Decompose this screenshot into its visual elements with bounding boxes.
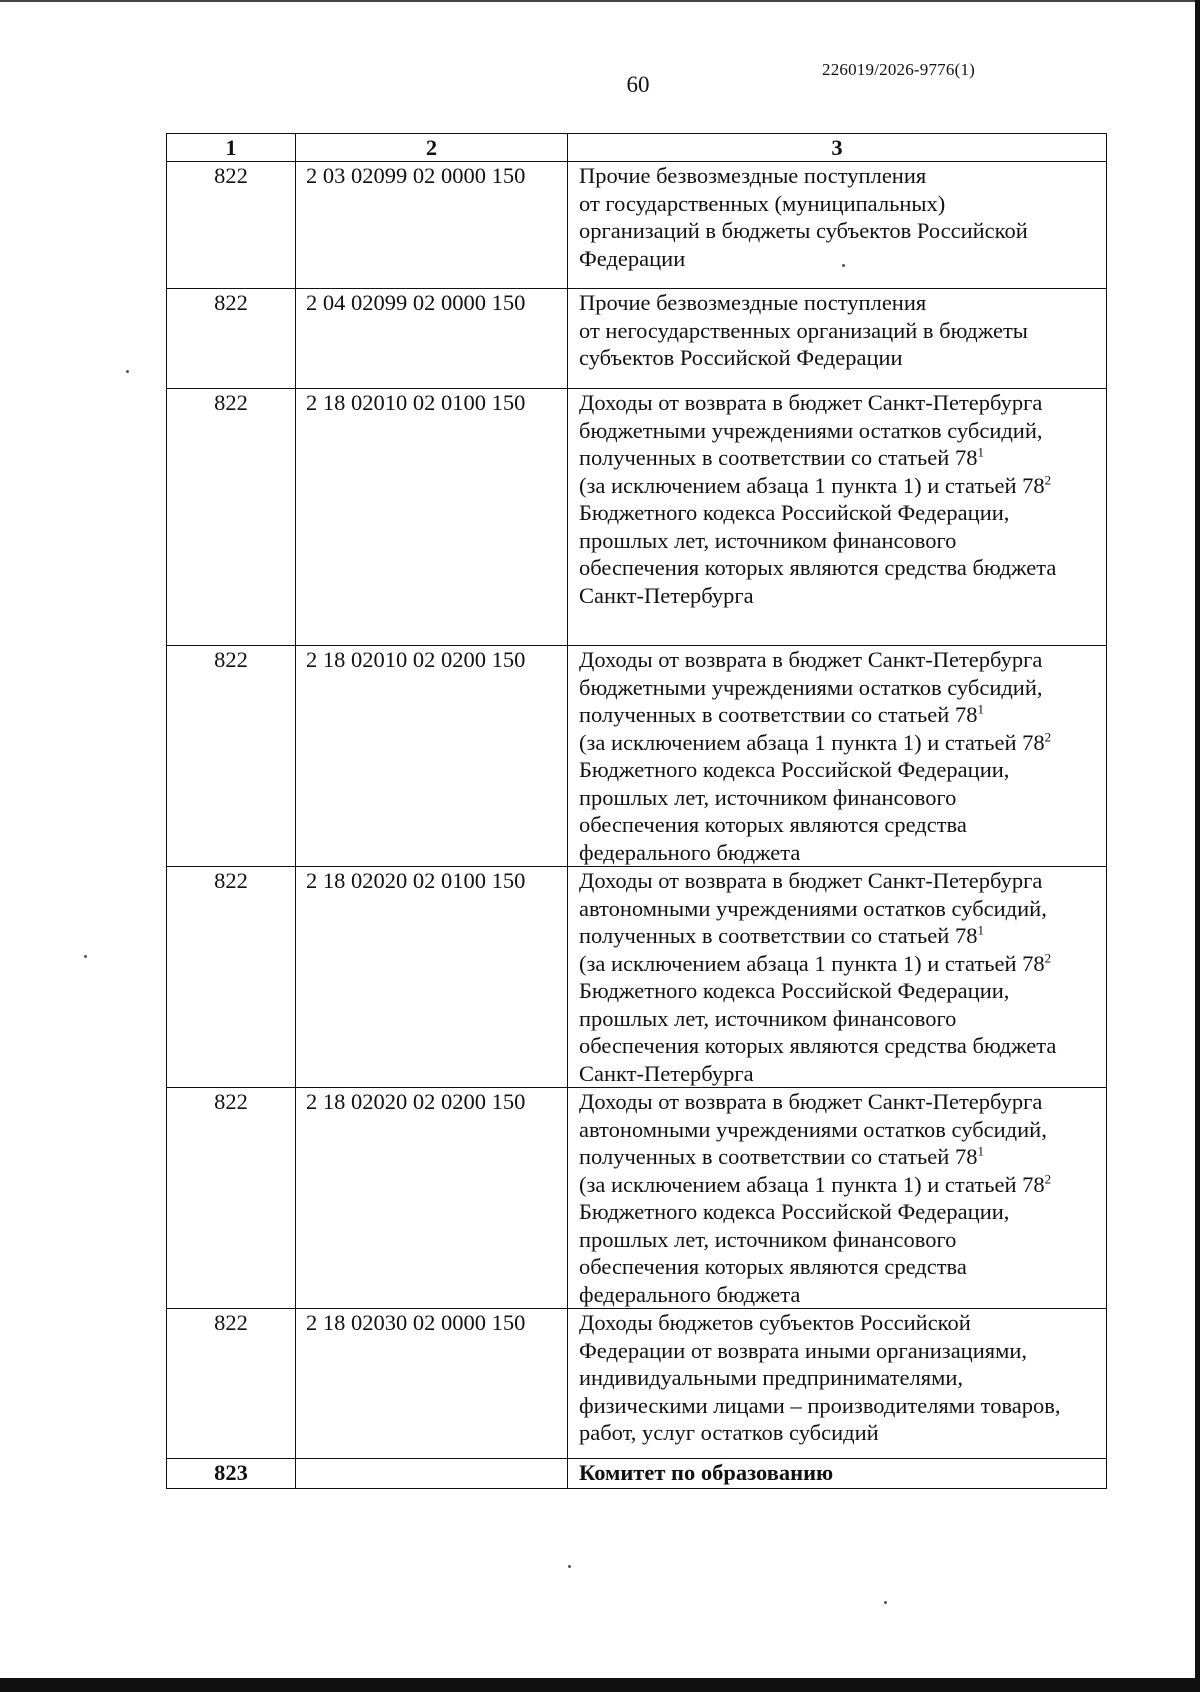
description-cell <box>568 289 1107 389</box>
scan-edge-bottom <box>0 1678 1200 1692</box>
description-line: Санкт-Петербурга <box>579 1060 754 1086</box>
description-line: Бюджетного кодекса Российской Федерации, <box>579 1199 1010 1224</box>
description-line: Доходы от возврата в бюджет Санкт-Петербурга <box>579 390 1043 415</box>
superscript: 1 <box>977 922 984 938</box>
admin-code-cell: 822 <box>167 646 296 867</box>
document-number: 226019/2026-9776(1) <box>822 60 976 79</box>
page-number: 60 <box>626 72 650 97</box>
column-header-2: 2 <box>296 134 568 162</box>
description-line: Доходы от возврата в бюджет Санкт-Петербурга <box>579 647 1043 672</box>
description-line: от негосударственных организаций в бюджеты <box>579 317 1028 343</box>
description-line: субъектов Российской Федерации <box>579 345 903 370</box>
description-line: Доходы от возврата в бюджет Санкт-Петербурга <box>579 1089 1043 1114</box>
scan-speck <box>884 1601 887 1604</box>
description-line: обеспечения которых являются средства <box>579 812 967 837</box>
description-line: Доходы от возврата в бюджет Санкт-Петербурга <box>579 868 1043 893</box>
description-line: Бюджетного кодекса Российской Федерации, <box>579 500 1010 525</box>
budget-code-cell: 2 18 02020 02 0200 150 <box>296 1088 568 1309</box>
column-header-1: 1 <box>167 134 296 162</box>
description-line: Федерации <box>579 245 686 271</box>
admin-code-cell: 822 <box>167 389 296 646</box>
description-line: Санкт-Петербурга <box>579 582 754 608</box>
description-line: (за исключением абзаца 1 пункта 1) и статьей $78^2$ <box>579 729 1052 755</box>
scan-edge-top <box>0 0 1200 2</box>
description-line: обеспечения которых являются средства бюджета <box>579 1033 1057 1058</box>
budget-code-cell: 2 18 02010 02 0100 150 <box>296 389 568 646</box>
description-line: федерального бюджета <box>579 839 801 865</box>
description-line: организаций в бюджеты субъектов Российской <box>579 218 1028 243</box>
budget-code-cell <box>296 1459 568 1489</box>
description-line: бюджетными учреждениями остатков субсидий, <box>579 417 1043 443</box>
description-line: Бюджетного кодекса Российской Федерации, <box>579 978 1010 1003</box>
description-line: полученных в соответствии со статьей $78^1$ <box>579 444 984 470</box>
description-line: автономными учреждениями остатков субсидий, <box>579 895 1047 921</box>
superscript: 1 <box>977 444 984 460</box>
scan-edge-right <box>1195 0 1200 1692</box>
description-line: обеспечения которых являются средства бюджета <box>579 555 1057 580</box>
description-line: бюджетными учреждениями остатков субсидий, <box>579 674 1043 700</box>
revenue-codes-table <box>166 133 1107 1489</box>
description-line: Федерации от возврата иными организациями, <box>579 1337 1028 1363</box>
description-line: (за исключением абзаца 1 пункта 1) и статьей $78^2$ <box>579 1171 1052 1197</box>
description-line: федерального бюджета <box>579 1281 801 1307</box>
description-line: прошлых лет, источником финансового <box>579 784 957 810</box>
description-line: Прочие безвозмездные поступления <box>579 163 927 188</box>
table-header-row <box>167 134 1107 162</box>
superscript: 2 <box>1044 472 1052 487</box>
description-cell <box>568 162 1107 289</box>
table-row <box>167 1459 1107 1489</box>
superscript: 1 <box>977 1143 984 1159</box>
admin-code-cell: 823 <box>167 1459 296 1489</box>
description-cell <box>568 1459 1107 1489</box>
description-line: полученных в соответствии со статьей $78^1$ <box>579 1143 984 1169</box>
table-row <box>167 389 1107 646</box>
superscript: 2 <box>1044 950 1052 965</box>
budget-code-cell: 2 18 02020 02 0100 150 <box>296 867 568 1088</box>
description-line: Комитет по образованию <box>579 1460 834 1485</box>
budget-code-cell: 2 18 02030 02 0000 150 <box>296 1309 568 1459</box>
description-line: Доходы бюджетов субъектов Российской <box>579 1310 971 1335</box>
table-row <box>167 646 1107 867</box>
description-line: полученных в соответствии со статьей $78^1$ <box>579 701 984 727</box>
budget-code-cell: 2 04 02099 02 0000 150 <box>296 289 568 389</box>
description-line: обеспечения которых являются средства <box>579 1254 967 1279</box>
budget-code-cell: 2 03 02099 02 0000 150 <box>296 162 568 289</box>
scan-speck <box>126 370 129 373</box>
scan-speck <box>568 1565 571 1568</box>
superscript: 1 <box>977 701 984 717</box>
table-row <box>167 867 1107 1088</box>
description-cell <box>568 1088 1107 1309</box>
admin-code-cell: 822 <box>167 1309 296 1459</box>
description-line: (за исключением абзаца 1 пункта 1) и статьей $78^2$ <box>579 472 1052 498</box>
table-row <box>167 1309 1107 1459</box>
description-cell <box>568 1309 1107 1459</box>
table-row <box>167 289 1107 389</box>
description-cell <box>568 389 1107 646</box>
description-line: полученных в соответствии со статьей $78^1$ <box>579 922 984 948</box>
description-line: работ, услуг остатков субсидий <box>579 1420 879 1445</box>
description-line: Бюджетного кодекса Российской Федерации, <box>579 757 1010 782</box>
description-cell <box>568 867 1107 1088</box>
description-line: от государственных (муниципальных) <box>579 190 946 216</box>
description-line: прошлых лет, источником финансового <box>579 527 957 553</box>
description-line: физическими лицами – производителями товаров, <box>579 1392 1061 1418</box>
admin-code-cell: 822 <box>167 1088 296 1309</box>
admin-code-cell: 822 <box>167 867 296 1088</box>
description-line: Прочие безвозмездные поступления <box>579 290 927 315</box>
table-row <box>167 162 1107 289</box>
description-line: прошлых лет, источником финансового <box>579 1005 957 1031</box>
description-cell <box>568 646 1107 867</box>
budget-code-cell: 2 18 02010 02 0200 150 <box>296 646 568 867</box>
superscript: 2 <box>1044 729 1052 744</box>
description-line: (за исключением абзаца 1 пункта 1) и статьей $78^2$ <box>579 950 1052 976</box>
scan-speck <box>84 955 87 958</box>
admin-code-cell: 822 <box>167 289 296 389</box>
column-header-3: 3 <box>568 134 1107 162</box>
description-line: прошлых лет, источником финансового <box>579 1226 957 1252</box>
description-line: автономными учреждениями остатков субсидий, <box>579 1116 1047 1142</box>
description-line: индивидуальными предпринимателями, <box>579 1365 964 1390</box>
superscript: 2 <box>1044 1171 1052 1186</box>
table-row <box>167 1088 1107 1309</box>
admin-code-cell: 822 <box>167 162 296 289</box>
